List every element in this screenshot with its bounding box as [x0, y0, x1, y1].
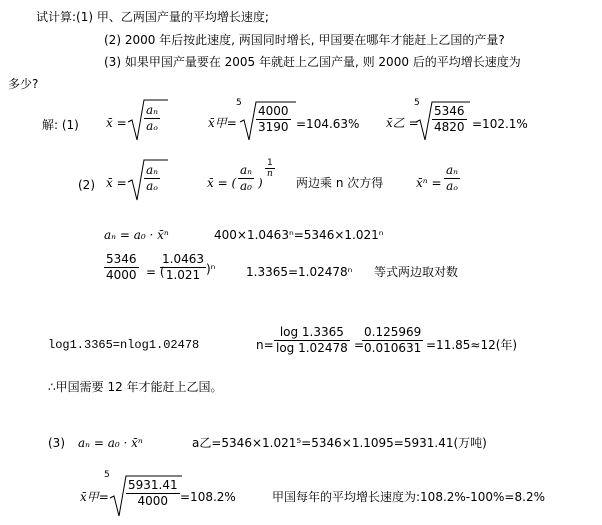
fraction-denominator: 1.021: [165, 268, 201, 282]
part3-a-yi: a乙=5346×1.021⁵=5346×1.1095=5931.41(万吨): [192, 436, 487, 450]
part2-both-sides-text: 两边乘 n 次方得: [296, 176, 384, 190]
part3-answer: 甲国每年的平均增长速度为:108.2%-100%=8.2%: [272, 490, 545, 504]
problem-line-1: 试计算:(1) 甲、乙两国产量的平均增长速度;: [36, 10, 269, 24]
fraction-numerator: 1.0463: [162, 252, 204, 266]
fraction-denominator: 4000: [106, 268, 137, 282]
part1-general-fraction: [144, 103, 160, 134]
part1-jia-lhs: x̄甲=: [208, 116, 237, 130]
fraction-numerator: 4000: [258, 104, 289, 118]
part2-ratio-fraction: [104, 252, 139, 283]
fraction-denominator: 0.010631: [364, 341, 422, 355]
part3-label: (3): [48, 436, 65, 450]
fraction-numerator: 5931.41: [128, 478, 178, 492]
part2-ratio-value: 1.3365=1.02478ⁿ: [246, 265, 353, 279]
part3-jia-root-index: 5: [104, 470, 110, 480]
part1-jia-root-index: 5: [236, 98, 242, 108]
fraction-numerator: log 1.3365: [274, 325, 350, 341]
fraction-denominator: aₒ: [146, 119, 158, 133]
fraction-numerator: aₙ: [146, 163, 159, 177]
part2-log-fraction: [274, 325, 350, 356]
part2-decimal-fraction: [362, 325, 423, 356]
fraction-numerator: 1: [265, 158, 275, 169]
part2-power-exponent: [265, 158, 275, 179]
fraction-denominator: n: [267, 169, 273, 179]
part2-label: (2): [78, 178, 95, 192]
fraction-denominator: aₒ: [146, 179, 158, 193]
part1-yi-root-index: 5: [414, 98, 420, 108]
part2-n-result: =11.85≈12(年): [426, 338, 518, 352]
fraction-denominator: a₀: [240, 179, 252, 193]
part2-n-lhs: n=: [256, 338, 274, 352]
fraction-numerator: aₙ: [446, 163, 459, 177]
fraction-numerator: aₙ: [146, 103, 159, 117]
part2-xbar: x̄ =: [106, 176, 127, 190]
part2-conclusion: ∴甲国需要 12 年才能赶上乙国。: [48, 380, 223, 394]
fraction-denominator: 3190: [258, 120, 289, 134]
part3-jia-result: =108.2%: [180, 490, 236, 504]
part1-yi-result: =102.1%: [472, 117, 528, 131]
fraction-numerator: 0.125969: [364, 325, 422, 339]
fraction-denominator: log 1.02478: [276, 341, 348, 355]
part2-ratio-close: )ⁿ: [206, 262, 216, 276]
problem-line-2: (2) 2000 年后按此速度, 两国同时增长, 甲国要在哪年才能赶上乙国的产量?: [104, 33, 505, 47]
part1-yi-lhs: x̄乙 =: [386, 116, 419, 130]
part1-yi-fraction: [432, 104, 467, 135]
part2-power-fraction: [238, 163, 254, 194]
part2-power-lhs: x̄ = (: [207, 176, 237, 190]
part1-xbar: x̄ =: [106, 116, 127, 130]
fraction-numerator: 5346: [434, 104, 465, 118]
part2-general-fraction: [144, 163, 160, 194]
part3-an-equation: aₙ = a₀ · x̄ⁿ: [78, 436, 143, 450]
part1-jia-result: =104.63%: [296, 117, 360, 131]
part3-jia-fraction: [126, 478, 180, 509]
problem-line-4: 多少?: [8, 77, 39, 91]
fraction-denominator: aₒ: [446, 179, 458, 193]
part1-label: 解: (1): [42, 118, 79, 132]
part2-inner-fraction: [160, 252, 206, 283]
problem-line-3: (3) 如果甲国产量要在 2005 年就赶上乙国产量, 则 2000 后的平均增长速度为: [104, 55, 521, 69]
part2-an-equation: aₙ = a₀ · x̄ⁿ: [104, 228, 169, 242]
part2-take-log-text: 等式两边取对数: [374, 265, 459, 279]
part1-jia-fraction: [256, 104, 291, 135]
part2-log-equation: log1.3365=nlog1.02478: [48, 338, 200, 352]
fraction-denominator: 4820: [434, 120, 465, 134]
fraction-numerator: 5346: [106, 252, 137, 266]
part2-xn-lhs: x̄ⁿ =: [416, 176, 442, 190]
part2-ratio-eq: = (: [146, 265, 165, 279]
fraction-denominator: 4000: [137, 494, 169, 508]
part3-jia-lhs: x̄甲=: [80, 490, 109, 504]
part2-xn-fraction: [444, 163, 460, 194]
part2-power-close: ): [258, 176, 263, 190]
part2-substitution: 400×1.0463ⁿ=5346×1.021ⁿ: [214, 228, 384, 242]
fraction-numerator: aₙ: [240, 163, 253, 177]
part2-equals: =: [354, 338, 365, 352]
